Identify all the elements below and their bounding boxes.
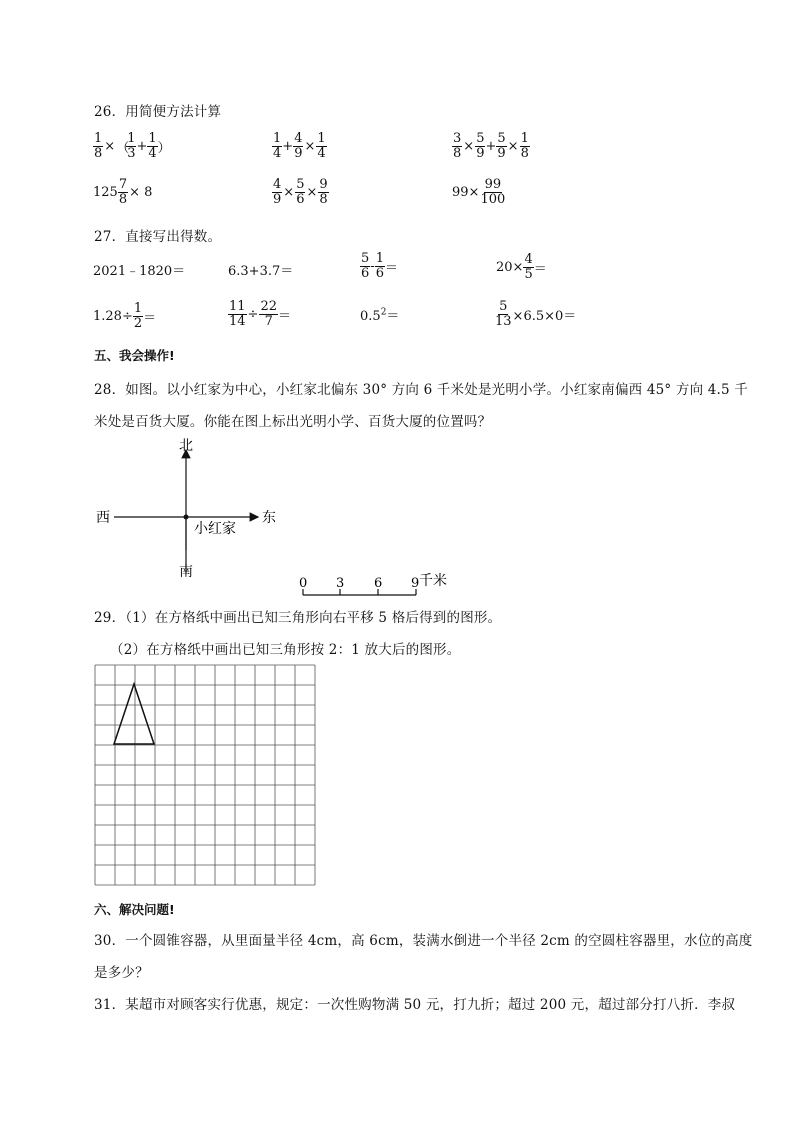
scale-tick-9: 9 xyxy=(411,576,420,591)
q28-text-line1: 28．如图。以小红家为中心，小红家北偏东 30° 方向 6 千米处是光明小学。小红家南偏西 45° 方向 4.5 千 xyxy=(94,382,749,398)
scale-unit: 千米 xyxy=(419,573,447,589)
fraction: 5 6 xyxy=(361,251,370,281)
q27-expr-8: $\frac{5}{13}$ ×6.5×0＝ xyxy=(495,299,577,329)
north-label: 北 xyxy=(179,438,193,454)
q26-expr-1: $\frac{1}{8}$ × （ 1 3 + $\frac{1}{4}$ ） xyxy=(94,131,171,161)
q26-expr-2: 1 4 + $\frac{4}{9}$ × $\frac{1}{4}$ xyxy=(273,131,326,161)
grid-paper xyxy=(94,664,316,888)
fraction: $\frac{11}{14}$ xyxy=(229,299,246,329)
scale-tick-3: 3 xyxy=(336,576,345,591)
q27-expr-6: $\frac{11}{14}$ ÷ $\frac{22}{7}$ ＝ xyxy=(229,299,292,329)
fraction: 1 4 xyxy=(273,131,282,161)
fraction: $\frac{4}{9}$ xyxy=(294,131,303,161)
q27-expr-5: 1.28÷ $\frac{1}{2}$ ＝ xyxy=(93,301,157,331)
section-heading-6: 六、解决问题! xyxy=(94,902,175,917)
q27-expr-3: 5 6 - 1 6 ＝ xyxy=(361,251,398,281)
scale-bar xyxy=(299,572,447,595)
q26-expr-6: 99× $\frac{99}{100}$ xyxy=(452,177,506,207)
fraction: 1 6 xyxy=(375,251,384,281)
fraction: $\frac{5}{6}$ xyxy=(296,177,305,207)
q31-text-line1: 31．某超市对顾客实行优惠，规定：一次性购物满 50 元，打九折；超过 200 元，超过部分打八折．李叔 xyxy=(94,997,736,1013)
scale-tick-6: 6 xyxy=(374,576,383,591)
q27-expr-7: $0.5^2=$ xyxy=(360,307,400,324)
fraction: $\frac{1}{4}$ xyxy=(148,131,157,161)
given-triangle xyxy=(114,684,154,744)
q27-expr-4: 20× $\frac{4}{5}$ ＝ xyxy=(496,252,547,282)
q30-text-line1: 30．一个圆锥容器，从里面量半径 4cm，高 6cm，装满水倒进一个半径 2cm 的空圆柱容器里，水位的高度 xyxy=(94,933,753,949)
fraction: $\frac{5}{13}$ xyxy=(495,299,512,329)
fraction: $\frac{3}{8}$ xyxy=(453,131,462,161)
fraction: $\frac{7}{8}$ xyxy=(118,177,128,207)
south-label: 南 xyxy=(179,564,193,580)
q27-expr-2: 6.3+3.7＝ xyxy=(228,264,294,279)
fraction: $\frac{4}{9}$ xyxy=(273,177,282,207)
q27-title: 27．直接写出得数。 xyxy=(94,229,222,245)
q26-title: 26．用简便方法计算 xyxy=(94,104,222,120)
q30-text-line2: 是多少？ xyxy=(94,965,149,981)
center-label: 小红家 xyxy=(194,521,236,537)
section-heading-5: 五、我会操作! xyxy=(94,348,175,363)
fraction: $\frac{5}{9}$ xyxy=(497,131,506,161)
fraction: $\frac{4}{5}$ xyxy=(524,252,533,282)
fraction: $\frac{1}{2}$ xyxy=(133,301,143,331)
q29-text-line2: （2）在方格纸中画出已知三角形按 2：1 放大后的图形。 xyxy=(110,642,461,658)
q26-expr-5: $\frac{4}{9}$ × $\frac{5}{6}$ × $\frac{9}{8}$ xyxy=(273,177,328,207)
q28-text-line2: 米处是百货大厦。你能在图上标出光明小学、百货大厦的位置吗？ xyxy=(94,414,492,430)
q27-expr-1: 2021﹣1820＝ xyxy=(93,264,186,279)
fraction: $\frac{1}{4}$ xyxy=(317,131,326,161)
fraction: $\frac{5}{9}$ xyxy=(476,131,485,161)
west-label: 西 xyxy=(96,510,110,526)
q26-expr-4: 125 $\frac{7}{8}$ × 8 xyxy=(93,177,153,207)
fraction: $\frac{1}{8}$ xyxy=(520,131,529,161)
fraction: $\frac{22}{7}$ xyxy=(260,299,277,329)
direction-diagram xyxy=(90,432,490,600)
fraction: 1 3 xyxy=(127,131,136,161)
east-label: 东 xyxy=(262,510,276,526)
scale-tick-0: 0 xyxy=(299,576,308,591)
q29-text-line1: 29．（1）在方格纸中画出已知三角形向右平移 5 格后得到的图形。 xyxy=(94,610,502,626)
q26-expr-3: $\frac{3}{8}$ × $\frac{5}{9}$ + $\frac{5}{9}$ × $\frac{1}{8}$ xyxy=(453,131,529,161)
fraction: $\frac{1}{8}$ xyxy=(94,131,103,161)
center-point xyxy=(184,515,189,520)
fraction: $\frac{9}{8}$ xyxy=(319,177,328,207)
fraction: $\frac{99}{100}$ xyxy=(480,177,506,207)
